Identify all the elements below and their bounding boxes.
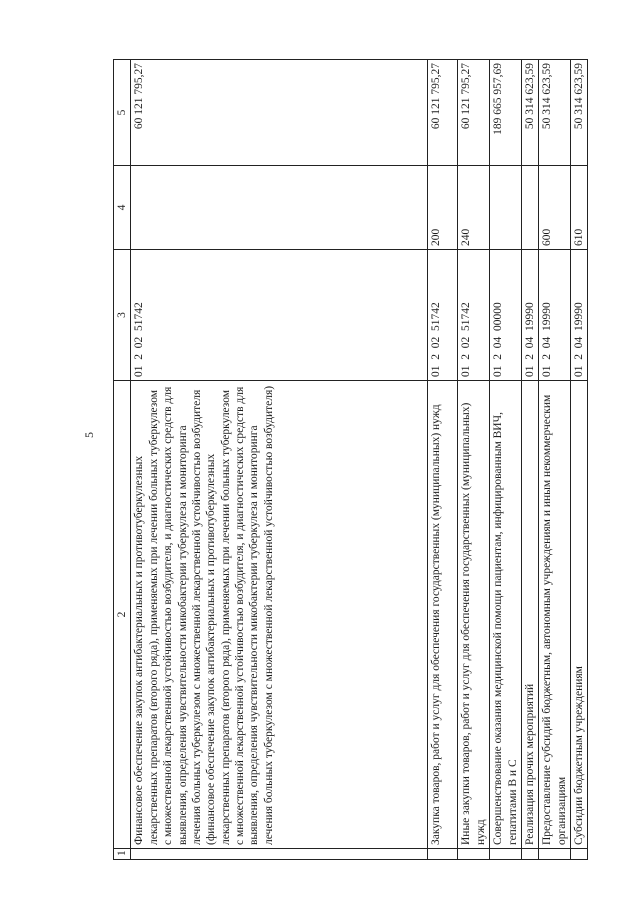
table-row bbox=[521, 60, 538, 860]
expense-type-cell bbox=[521, 166, 538, 250]
page-number: 5 bbox=[82, 432, 96, 438]
expense-type-cell: 600 bbox=[539, 166, 571, 250]
table-row bbox=[571, 60, 588, 860]
table-row bbox=[539, 60, 571, 860]
expense-name-cell: Финансовое обеспечение закупок антибактериальных и противотуберкулезных лекарственных препаратов (второго ряда), применяемых при лечении больных туберкулезом с множественной лекарственной устойчивостью возбудителя, и диагностических средств для выявления, определения чувствительности микобактерии туберкулеза и мониторинга лечения больных туберкулезом с множественной лекарственной устойчивостью возбудителя (финансовое обеспечение закупок антибактериальных и противотуберкулезных лекарственных препаратов (второго ряда), применяемых при лечении больных туберкулезом с множественной лекарственной устойчивостью возбудителя, и диагностических средств для выявления, определения чувствительности микобактерии туберкулеза и мониторинга лечения больных туберкулезом с множественной лекарственной устойчивостью возбудителя) bbox=[131, 381, 428, 849]
expense-type-cell bbox=[131, 166, 428, 250]
row-number-cell bbox=[458, 849, 490, 860]
amount-cell: 50 314 623,59 bbox=[521, 60, 538, 166]
expense-type-cell: 200 bbox=[428, 166, 458, 250]
row-number-cell bbox=[539, 849, 571, 860]
expense-name-cell: Иные закупки товаров, работ и услуг для обеспечения государственных (муниципальных) нужд bbox=[458, 381, 490, 849]
table-row bbox=[131, 60, 428, 860]
header-col-3: 3 bbox=[114, 250, 131, 381]
expense-type-cell: 240 bbox=[458, 166, 490, 250]
expense-name-cell: Субсидии бюджетным учреждениям bbox=[571, 381, 588, 849]
row-number-cell bbox=[428, 849, 458, 860]
budget-table-container bbox=[113, 60, 585, 860]
amount-cell: 60 121 795,27 bbox=[458, 60, 490, 166]
row-number-cell bbox=[521, 849, 538, 860]
budget-code-cell: 01 2 02 51742 bbox=[428, 250, 458, 381]
header-col-1: 1 bbox=[114, 849, 131, 860]
header-row bbox=[114, 60, 131, 860]
budget-code-cell: 01 2 04 19990 bbox=[539, 250, 571, 381]
amount-cell: 50 314 623,59 bbox=[539, 60, 571, 166]
budget-code-cell: 01 2 04 19990 bbox=[571, 250, 588, 381]
budget-table bbox=[113, 59, 588, 860]
expense-name-cell: Совершенствование оказания медицинской помощи пациентам, инфицированным ВИЧ, гепатитами В и С bbox=[490, 381, 522, 849]
budget-code-cell: 01 2 02 51742 bbox=[458, 250, 490, 381]
row-number-cell bbox=[131, 849, 428, 860]
budget-code-cell: 01 2 04 19990 bbox=[521, 250, 538, 381]
amount-cell: 50 314 623,59 bbox=[571, 60, 588, 166]
header-col-5: 5 bbox=[114, 60, 131, 166]
header-col-4: 4 bbox=[114, 166, 131, 250]
expense-type-cell: 610 bbox=[571, 166, 588, 250]
expense-name-cell: Предоставление субсидий бюджетным, автономным учреждениям и иным некоммерческим организациям bbox=[539, 381, 571, 849]
amount-cell: 189 665 957,69 bbox=[490, 60, 522, 166]
row-number-cell bbox=[490, 849, 522, 860]
budget-code-cell: 01 2 04 00000 bbox=[490, 250, 522, 381]
row-number-cell bbox=[571, 849, 588, 860]
expense-name-cell: Реализация прочих мероприятий bbox=[521, 381, 538, 849]
amount-cell: 60 121 795,27 bbox=[428, 60, 458, 166]
table-row bbox=[458, 60, 490, 860]
expense-name-cell: Закупка товаров, работ и услуг для обеспечения государственных (муниципальных) нужд bbox=[428, 381, 458, 849]
amount-cell: 60 121 795,27 bbox=[131, 60, 428, 166]
budget-code-cell: 01 2 02 51742 bbox=[131, 250, 428, 381]
header-col-2: 2 bbox=[114, 381, 131, 849]
table-row bbox=[490, 60, 522, 860]
expense-type-cell bbox=[490, 166, 522, 250]
table-row bbox=[428, 60, 458, 860]
